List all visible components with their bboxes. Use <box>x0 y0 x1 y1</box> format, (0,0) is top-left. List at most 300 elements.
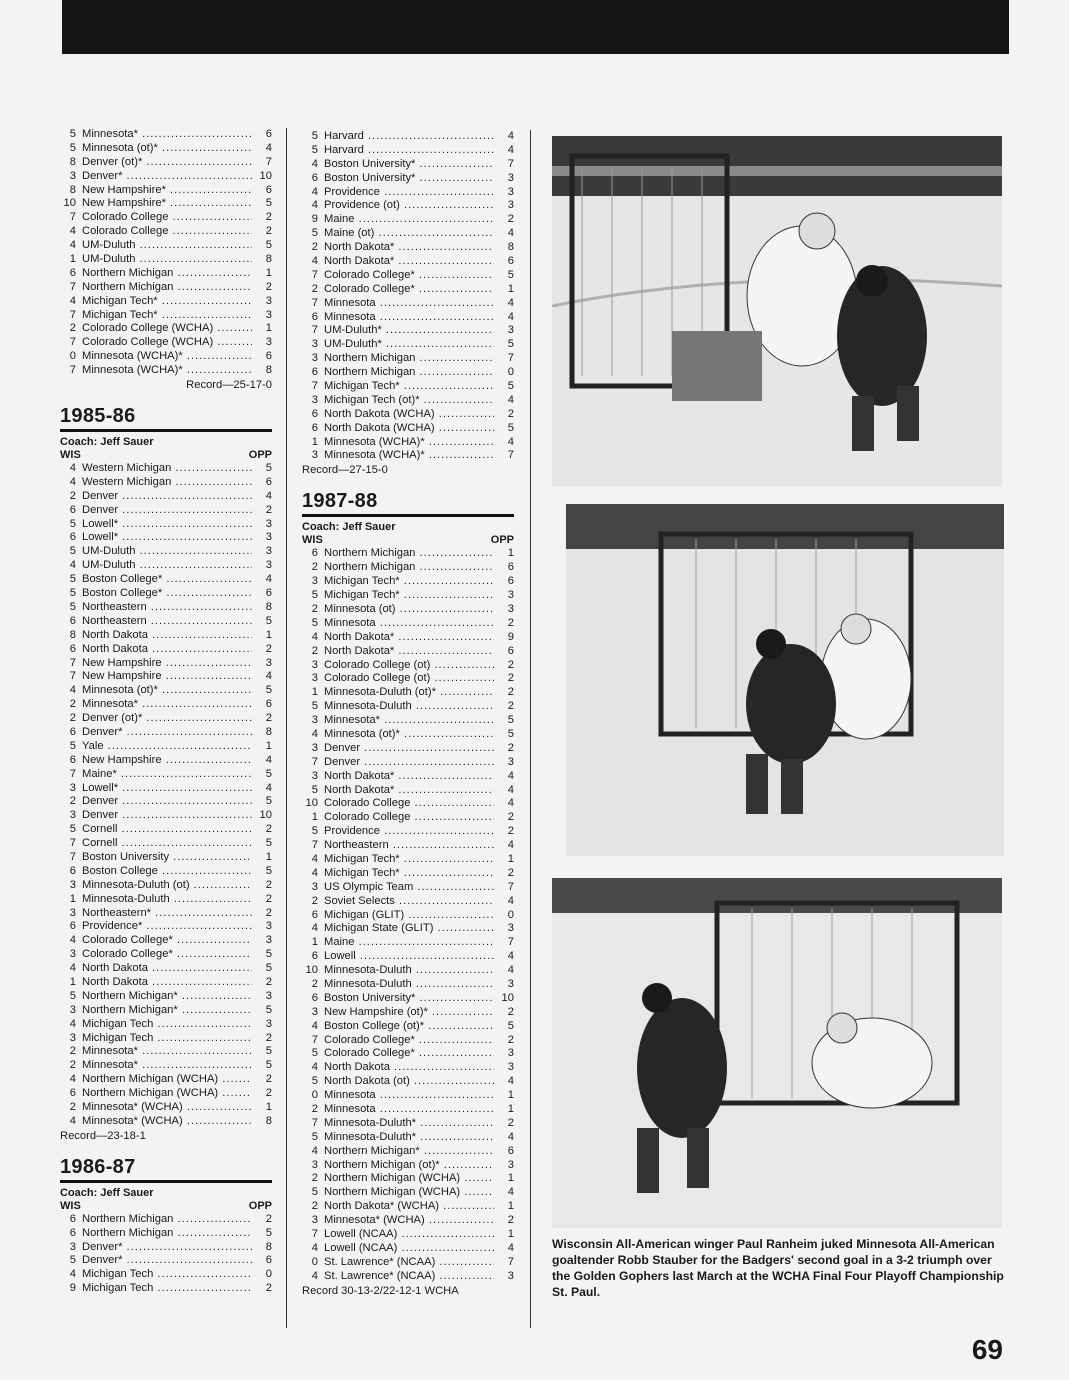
opp-score: 5 <box>507 380 514 393</box>
opp-score: 2 <box>265 712 272 725</box>
opp-score: 6 <box>265 1254 272 1267</box>
opponent: North Dakota (ot) ..... <box>324 1075 494 1089</box>
opp-score: 6 <box>507 561 514 574</box>
opponent: Michigan Tech* ..... <box>324 853 494 867</box>
opponent: New Hampshire ..... <box>82 670 252 684</box>
wis-score: 7 <box>311 755 318 768</box>
wis-score: 4 <box>69 462 76 475</box>
opp-label: OPP <box>248 449 272 462</box>
game-row <box>60 142 272 156</box>
opponent: Colorado College (WCHA) ..... <box>82 336 252 350</box>
opp-score: 2 <box>265 211 272 224</box>
opponent: Minnesota-Duluth* ..... <box>324 1131 494 1145</box>
opp-score: 3 <box>507 1047 514 1060</box>
game-row <box>302 853 514 867</box>
opp-score: 3 <box>507 589 514 602</box>
opp-score: 2 <box>265 892 272 905</box>
game-row <box>302 561 514 575</box>
wis-score: 7 <box>69 837 76 850</box>
game-row <box>60 170 272 184</box>
opp-score: 6 <box>265 587 272 600</box>
opponent: North Dakota ..... <box>82 976 252 990</box>
wis-score: 3 <box>69 1240 76 1253</box>
opp-score: 3 <box>507 977 514 990</box>
opp-score: 2 <box>265 1073 272 1086</box>
game-row <box>60 1101 272 1115</box>
opp-score: 1 <box>507 1172 514 1185</box>
opp-score: 5 <box>265 795 272 808</box>
wis-score: 7 <box>311 380 318 393</box>
opp-score: 2 <box>507 672 514 685</box>
game-row <box>60 865 272 879</box>
opp-score: 6 <box>265 350 272 363</box>
game-row <box>60 1045 272 1059</box>
game-row <box>60 1004 272 1018</box>
opponent: Lowell (NCAA) ..... <box>324 1228 494 1242</box>
opponent: UM-Duluth ..... <box>82 559 252 573</box>
season-record: Record—25-17-0 <box>186 379 272 392</box>
game-row <box>60 281 272 295</box>
opponent: Minnesota (ot)* ..... <box>82 684 252 698</box>
wis-score: 5 <box>69 600 76 613</box>
wis-score: 5 <box>69 989 76 1002</box>
opponent: Denver* ..... <box>82 1254 252 1268</box>
game-row <box>60 197 272 211</box>
wis-score: 6 <box>311 171 318 184</box>
opp-score: 5 <box>265 1059 272 1072</box>
game-row <box>60 948 272 962</box>
opponent: Providence* ..... <box>82 920 252 934</box>
game-row <box>302 659 514 673</box>
wis-score: 7 <box>69 850 76 863</box>
wis-score: 5 <box>69 545 76 558</box>
opp-score: 5 <box>507 714 514 727</box>
opp-score: 3 <box>507 324 514 337</box>
opponent: Michigan Tech* ..... <box>324 589 494 603</box>
opp-score: 4 <box>507 310 514 323</box>
opponent: Denver ..... <box>82 490 252 504</box>
opponent: North Dakota* (WCHA) ..... <box>324 1200 494 1214</box>
opp-score: 4 <box>507 1241 514 1254</box>
opponent: Minnesota-Duluth (ot)* ..... <box>324 686 494 700</box>
opponent: Minnesota* (WCHA) ..... <box>324 1214 494 1228</box>
wis-score: 3 <box>311 1214 318 1227</box>
opp-score: 4 <box>507 964 514 977</box>
opp-score: 8 <box>265 364 272 377</box>
wis-score: 3 <box>311 338 318 351</box>
opp-score: 4 <box>507 1075 514 1088</box>
wis-score: 2 <box>311 977 318 990</box>
wis-score: 3 <box>311 393 318 406</box>
wis-score: 6 <box>69 1226 76 1239</box>
game-row <box>60 698 272 712</box>
opponent: Boston University* ..... <box>324 992 494 1006</box>
wis-score: 4 <box>69 1073 76 1086</box>
opponent: Minnesota-Duluth ..... <box>324 964 494 978</box>
game-row <box>302 158 514 172</box>
opponent: Minnesota-Duluth ..... <box>324 700 494 714</box>
opponent: North Dakota (WCHA) ..... <box>324 422 494 436</box>
wis-score: 2 <box>69 795 76 808</box>
opp-score: 1 <box>265 850 272 863</box>
game-row <box>302 297 514 311</box>
opp-score: 4 <box>265 573 272 586</box>
wis-score: 6 <box>69 266 76 279</box>
wis-score: 6 <box>311 366 318 379</box>
opp-score: 4 <box>507 393 514 406</box>
wis-score: 4 <box>311 1019 318 1032</box>
wis-score: 10 <box>63 197 76 210</box>
opponent: Providence (ot) ..... <box>324 199 494 213</box>
opp-score: 3 <box>265 294 272 307</box>
game-row <box>60 559 272 573</box>
opp-score: 3 <box>507 922 514 935</box>
game-row <box>302 950 514 964</box>
game-row <box>302 283 514 297</box>
game-row <box>60 253 272 267</box>
opponent: Minnesota* ..... <box>82 1045 252 1059</box>
wis-score: 2 <box>311 1103 318 1115</box>
wis-score: 7 <box>311 296 318 309</box>
opponent: Colorado College ..... <box>324 797 494 811</box>
wis-score: 4 <box>311 727 318 740</box>
game-row <box>302 784 514 798</box>
opp-score: 5 <box>265 239 272 252</box>
wis-score: 2 <box>311 644 318 657</box>
opponent: Boston College* ..... <box>82 587 252 601</box>
opp-score: 9 <box>507 630 514 643</box>
opponent: Michigan State (GLIT) ..... <box>324 922 494 936</box>
wis-score: 3 <box>69 906 76 919</box>
opponent: Northern Michigan (WCHA) ..... <box>324 1172 494 1186</box>
game-row <box>302 617 514 631</box>
opp-score: 0 <box>507 908 514 921</box>
game-row <box>302 631 514 645</box>
opponent: North Dakota (WCHA) ..... <box>324 408 494 422</box>
wis-score: 7 <box>311 1033 318 1046</box>
game-row <box>60 225 272 239</box>
opponent: Northern Michigan ..... <box>324 366 494 380</box>
opponent: Colorado College ..... <box>324 811 494 825</box>
game-row <box>302 728 514 742</box>
opponent: Minnesota-Duluth ..... <box>324 978 494 992</box>
game-row <box>302 449 514 463</box>
opp-score: 7 <box>507 157 514 170</box>
opp-score: 3 <box>265 308 272 321</box>
opponent: Colorado College (WCHA) ..... <box>82 322 252 336</box>
game-row <box>302 186 514 200</box>
opponent: North Dakota* ..... <box>324 255 494 269</box>
opponent: Minnesota* (WCHA) ..... <box>82 1101 252 1115</box>
wis-score: 2 <box>311 282 318 295</box>
opp-score: 5 <box>507 338 514 351</box>
wis-score: 1 <box>311 686 318 699</box>
opponent: Northern Michigan* ..... <box>324 1145 494 1159</box>
opp-score: 3 <box>265 531 272 544</box>
opp-score: 3 <box>507 199 514 212</box>
game-row <box>302 213 514 227</box>
opponent: Michigan Tech* ..... <box>324 380 494 394</box>
opp-score: 4 <box>507 797 514 810</box>
opp-score: 2 <box>507 1116 514 1129</box>
wis-score: 4 <box>69 1268 76 1281</box>
opponent: Denver ..... <box>82 809 252 823</box>
opponent: Minnesota ..... <box>324 297 494 311</box>
game-row <box>302 380 514 394</box>
game-row <box>60 322 272 336</box>
game-row <box>60 920 272 934</box>
page-number: 69 <box>971 1334 1003 1365</box>
wis-score: 5 <box>69 587 76 600</box>
game-row <box>60 990 272 1004</box>
opp-score: 7 <box>507 352 514 365</box>
opponent: Michigan (GLIT) ..... <box>324 909 494 923</box>
opp-score: 6 <box>265 183 272 196</box>
opponent: Northern Michigan ..... <box>324 561 494 575</box>
season-record: Record 30-13-2/22-12-1 WCHA <box>302 1284 459 1297</box>
opponent: New Hampshire* ..... <box>82 184 252 198</box>
game-row <box>60 684 272 698</box>
opponent: Northern Michigan ..... <box>82 1213 252 1227</box>
game-row <box>60 823 272 837</box>
opp-label: OPP <box>490 534 514 547</box>
opp-score: 4 <box>507 769 514 782</box>
wis-score: 4 <box>311 1061 318 1074</box>
wis-score: 5 <box>311 227 318 240</box>
column-divider <box>286 128 287 1328</box>
opp-score: 6 <box>265 128 272 140</box>
opp-score: 1 <box>265 266 272 279</box>
game-row <box>60 1254 272 1268</box>
opponent: Maine* ..... <box>82 768 252 782</box>
opp-score: 10 <box>501 991 514 1004</box>
wis-score: 7 <box>69 308 76 321</box>
opp-score: 2 <box>265 503 272 516</box>
opponent: Providence ..... <box>324 825 494 839</box>
game-row <box>60 518 272 532</box>
opp-score: 10 <box>259 809 272 822</box>
wis-score: 1 <box>311 936 318 949</box>
game-row <box>302 172 514 186</box>
opp-score: 5 <box>265 767 272 780</box>
wis-score: 8 <box>69 183 76 196</box>
opp-score: 1 <box>507 547 514 560</box>
game-row <box>60 1087 272 1101</box>
opp-score: 1 <box>507 1089 514 1102</box>
wis-score: 5 <box>69 573 76 586</box>
wis-score: 4 <box>69 934 76 947</box>
wis-score: 4 <box>69 962 76 975</box>
game-row <box>302 352 514 366</box>
opp-score: 2 <box>507 741 514 754</box>
wis-score: 4 <box>311 852 318 865</box>
game-row <box>60 1268 272 1282</box>
opponent: North Dakota ..... <box>324 1061 494 1075</box>
opponent: Michigan Tech* ..... <box>324 867 494 881</box>
wis-score: 6 <box>69 531 76 544</box>
game-row <box>302 130 514 144</box>
opponent: Minnesota-Duluth (ot) ..... <box>82 879 252 893</box>
wis-score: 3 <box>69 781 76 794</box>
opponent: Michigan Tech ..... <box>82 1018 252 1032</box>
game-row <box>60 350 272 364</box>
opp-score: 3 <box>265 517 272 530</box>
game-row <box>60 531 272 545</box>
wis-score: 3 <box>311 672 318 685</box>
opponent: Denver ..... <box>82 504 252 518</box>
wis-score: 3 <box>311 769 318 782</box>
game-row <box>60 309 272 323</box>
game-row <box>60 837 272 851</box>
game-row <box>60 809 272 823</box>
game-row <box>60 156 272 170</box>
opp-score: 5 <box>265 1226 272 1239</box>
game-row <box>302 1214 514 1228</box>
wis-score: 5 <box>311 130 318 142</box>
opp-score: 7 <box>507 936 514 949</box>
game-row <box>60 545 272 559</box>
wis-score: 5 <box>311 143 318 156</box>
game-row <box>302 742 514 756</box>
opponent: Michigan Tech ..... <box>82 1032 252 1046</box>
game-row <box>60 893 272 907</box>
game-row <box>60 740 272 754</box>
opponent: Northern Michigan (WCHA) ..... <box>82 1087 252 1101</box>
game-row <box>302 1172 514 1186</box>
opp-score: 5 <box>265 197 272 210</box>
wis-score: 3 <box>311 1005 318 1018</box>
wis-score: 5 <box>311 825 318 838</box>
coach-label: Coach: Jeff Sauer <box>60 1186 154 1199</box>
opponent: New Hampshire* ..... <box>82 197 252 211</box>
opp-score: 1 <box>265 628 272 641</box>
wis-score: 5 <box>311 616 318 629</box>
opp-score: 2 <box>265 1087 272 1100</box>
game-row <box>302 770 514 784</box>
game-row <box>302 589 514 603</box>
opponent: North Dakota* ..... <box>324 631 494 645</box>
opponent: New Hampshire ..... <box>82 754 252 768</box>
opp-score: 4 <box>507 950 514 963</box>
opponent: Minnesota* ..... <box>82 698 252 712</box>
opp-score: 5 <box>507 727 514 740</box>
wis-label: WIS <box>302 534 323 547</box>
wis-score: 5 <box>311 1075 318 1088</box>
opp-score: 5 <box>265 948 272 961</box>
wis-score: 9 <box>69 1282 76 1295</box>
opponent: Colorado College ..... <box>82 225 252 239</box>
opp-score: 4 <box>507 130 514 142</box>
wis-label: WIS <box>60 449 81 462</box>
wis-score: 3 <box>311 880 318 893</box>
opponent: Denver ..... <box>82 795 252 809</box>
wis-score: 9 <box>311 213 318 226</box>
season-record: Record—27-15-0 <box>302 464 388 477</box>
wis-score: 7 <box>69 280 76 293</box>
game-row <box>60 768 272 782</box>
game-row <box>60 782 272 796</box>
wis-score: 8 <box>69 155 76 168</box>
opponent: Northeastern ..... <box>324 839 494 853</box>
wis-score: 4 <box>311 255 318 268</box>
opponent: Michigan Tech ..... <box>82 1268 252 1282</box>
game-row <box>60 934 272 948</box>
opp-score: 2 <box>265 975 272 988</box>
wis-label: WIS <box>60 1199 81 1212</box>
opp-score: 3 <box>507 1061 514 1074</box>
season-block <box>60 404 272 1143</box>
opponent: North Dakota ..... <box>82 643 252 657</box>
opp-score: 4 <box>507 435 514 448</box>
game-row <box>60 128 272 142</box>
game-row <box>60 1059 272 1073</box>
wis-score: 7 <box>311 839 318 852</box>
wis-score: 3 <box>311 449 318 462</box>
opp-score: 1 <box>507 852 514 865</box>
game-row <box>302 324 514 338</box>
opp-score: 5 <box>265 864 272 877</box>
opp-score: 2 <box>507 1033 514 1046</box>
opponent: Cornell ..... <box>82 837 252 851</box>
wis-score: 2 <box>311 602 318 615</box>
game-row <box>60 490 272 504</box>
wis-score: 2 <box>69 698 76 711</box>
opponent: Boston College* ..... <box>82 573 252 587</box>
opp-score: 3 <box>265 545 272 558</box>
wis-score: 3 <box>311 352 318 365</box>
opponent: St. Lawrence* (NCAA) ..... <box>324 1256 494 1270</box>
season-block <box>60 1155 272 1296</box>
game-row <box>302 645 514 659</box>
wis-score: 3 <box>311 575 318 588</box>
game-row <box>60 657 272 671</box>
opp-score: 4 <box>507 894 514 907</box>
game-row <box>60 795 272 809</box>
wis-score: 8 <box>69 628 76 641</box>
game-row <box>302 1020 514 1034</box>
opponent: Providence ..... <box>324 186 494 200</box>
wis-score: 3 <box>311 741 318 754</box>
opp-score: 4 <box>507 783 514 796</box>
opp-score: 7 <box>507 880 514 893</box>
opponent: Northern Michigan (ot)* ..... <box>324 1159 494 1173</box>
opponent: Western Michigan ..... <box>82 462 252 476</box>
wis-score: 6 <box>69 753 76 766</box>
game-row <box>60 1282 272 1296</box>
column-2 <box>302 130 514 1298</box>
wis-score: 5 <box>69 823 76 836</box>
opp-score: 4 <box>507 227 514 240</box>
opponent: Colorado College (ot) ..... <box>324 672 494 686</box>
coach-label: Coach: Jeff Sauer <box>302 521 396 534</box>
opponent: Colorado College (ot) ..... <box>324 659 494 673</box>
opponent: North Dakota ..... <box>82 629 252 643</box>
opp-score: 5 <box>265 614 272 627</box>
opp-score: 1 <box>265 322 272 335</box>
opp-score: 5 <box>265 962 272 975</box>
opponent: Boston University ..... <box>82 851 252 865</box>
opp-score: 3 <box>507 755 514 768</box>
game-row <box>302 1061 514 1075</box>
game-row <box>302 1200 514 1214</box>
opponent: Northern Michigan ..... <box>324 547 494 561</box>
opponent: Boston College (ot)* ..... <box>324 1020 494 1034</box>
opponent: Harvard ..... <box>324 130 494 144</box>
opponent: Colorado College* ..... <box>82 934 252 948</box>
opp-score: 6 <box>265 475 272 488</box>
game-row <box>60 712 272 726</box>
wis-score: 7 <box>311 1116 318 1129</box>
